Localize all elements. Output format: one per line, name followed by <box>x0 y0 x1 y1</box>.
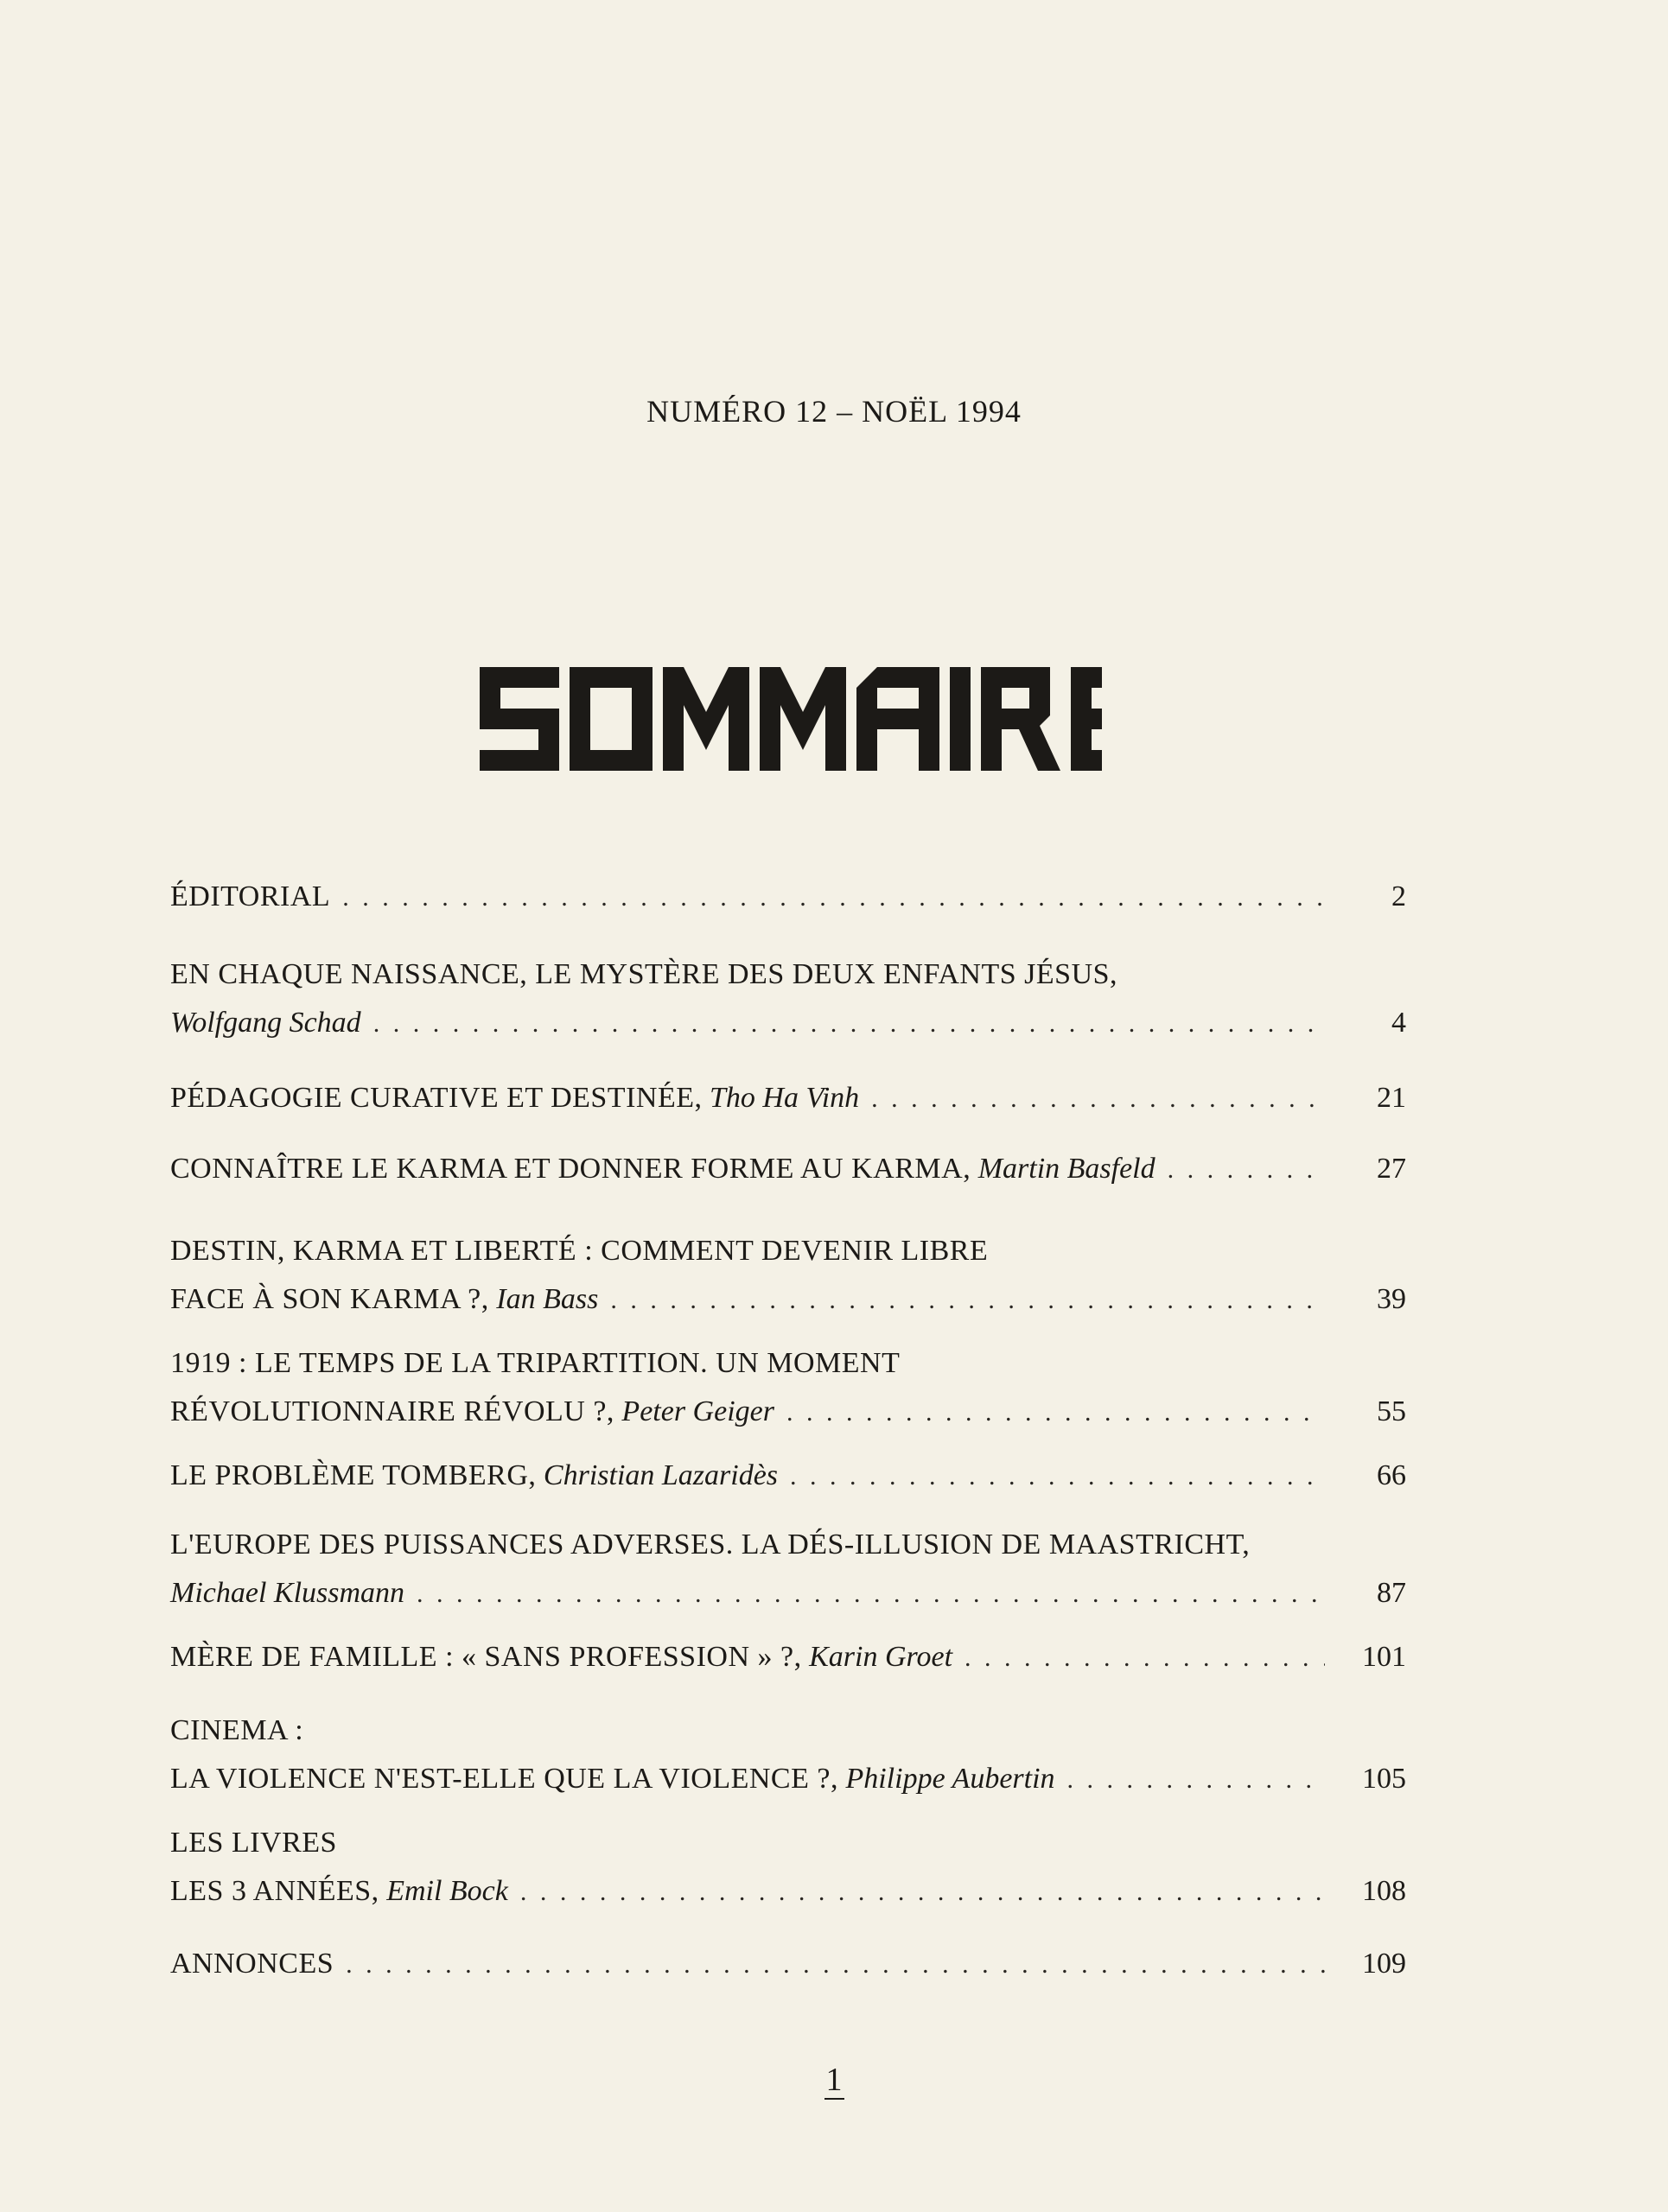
toc-line <box>170 1339 1406 1388</box>
dot-leader <box>342 874 1325 922</box>
dot-leader <box>790 1452 1325 1501</box>
toc-title: CINEMA : <box>170 1714 304 1746</box>
toc-page-number: 101 <box>1362 1641 1406 1673</box>
toc-page-number: 55 <box>1377 1395 1406 1427</box>
toc-entry[interactable] <box>170 1339 1406 1436</box>
toc-entry[interactable] <box>170 1707 1406 1803</box>
toc-page-number: 87 <box>1377 1577 1406 1609</box>
toc-line <box>170 1074 1406 1122</box>
toc-page-number: 2 <box>1391 880 1406 912</box>
toc-line <box>170 1275 1406 1324</box>
dot-leader <box>786 1389 1325 1437</box>
toc-line <box>170 1707 1406 1755</box>
dot-leader <box>520 1868 1325 1916</box>
toc-page-number: 105 <box>1362 1763 1406 1795</box>
sommaire-wordmark <box>480 667 1102 771</box>
toc-entry[interactable] <box>170 1521 1406 1618</box>
toc-line <box>170 999 1406 1047</box>
toc-page-number: 27 <box>1377 1153 1406 1185</box>
toc-entry[interactable] <box>170 950 1406 1047</box>
page-number: 1 <box>825 2062 843 2098</box>
dot-leader <box>610 1276 1325 1325</box>
toc-author: Michael Klussmann <box>170 1577 405 1609</box>
toc-author: Tho Ha Vinh <box>709 1082 860 1114</box>
toc-title: PÉDAGOGIE CURATIVE ET DESTINÉE, <box>170 1082 703 1114</box>
toc-author: Philippe Aubertin <box>845 1763 1055 1795</box>
dot-leader <box>871 1075 1325 1123</box>
toc-entry[interactable] <box>170 1940 1406 1988</box>
toc-page-number: 66 <box>1377 1459 1406 1491</box>
toc-author: Karin Groet <box>809 1641 953 1673</box>
dot-leader <box>1168 1146 1325 1194</box>
toc-line <box>170 1633 1406 1681</box>
dot-leader <box>417 1570 1325 1618</box>
toc-entry[interactable] <box>170 1633 1406 1681</box>
toc-author: Christian Lazaridès <box>543 1459 779 1491</box>
toc-line <box>170 1145 1406 1193</box>
toc-page-number: 108 <box>1362 1875 1406 1907</box>
toc-line <box>170 1569 1406 1618</box>
toc-line <box>170 1521 1406 1569</box>
toc-author: Emil Bock <box>386 1875 508 1907</box>
toc-title: FACE À SON KARMA ?, <box>170 1283 489 1315</box>
toc-author: Ian Bass <box>496 1283 599 1315</box>
toc-line <box>170 1940 1406 1988</box>
toc-author: Wolfgang Schad <box>170 1007 361 1039</box>
toc-line <box>170 1755 1406 1803</box>
toc-line <box>170 1452 1406 1500</box>
dot-leader <box>373 1000 1325 1048</box>
toc-line <box>170 873 1406 921</box>
issue-line: NUMÉRO 12 – NOËL 1994 <box>646 394 1022 429</box>
toc-author: Peter Geiger <box>621 1395 774 1427</box>
toc-line <box>170 1819 1406 1867</box>
toc-title: LE PROBLÈME TOMBERG, <box>170 1459 537 1491</box>
toc-entry[interactable] <box>170 1074 1406 1122</box>
toc-title: RÉVOLUTIONNAIRE RÉVOLU ?, <box>170 1395 614 1427</box>
toc-entry[interactable] <box>170 1819 1406 1916</box>
toc-page-number: 109 <box>1362 1948 1406 1980</box>
toc-page-number: 21 <box>1377 1082 1406 1114</box>
toc-author: Martin Basfeld <box>977 1153 1156 1185</box>
dot-leader <box>346 1941 1325 1989</box>
toc-line <box>170 1867 1406 1916</box>
dot-leader <box>1067 1756 1325 1804</box>
toc-title: LES 3 ANNÉES, <box>170 1875 379 1907</box>
toc-title: L'EUROPE DES PUISSANCES ADVERSES. LA DÉS-ILLUSION DE MAASTRICHT, <box>170 1529 1251 1560</box>
toc-title: MÈRE DE FAMILLE : « SANS PROFESSION » ?, <box>170 1641 802 1673</box>
toc-title: 1919 : LE TEMPS DE LA TRIPARTITION. UN MOMENT <box>170 1347 901 1379</box>
toc-page-number: 4 <box>1391 1007 1406 1039</box>
toc-entry[interactable] <box>170 1452 1406 1500</box>
toc-line <box>170 950 1406 999</box>
toc-line <box>170 1227 1406 1275</box>
toc-title: DESTIN, KARMA ET LIBERTÉ : COMMENT DEVENIR LIBRE <box>170 1235 989 1267</box>
toc-title: LES LIVRES <box>170 1827 337 1859</box>
toc-title: ANNONCES <box>170 1948 334 1980</box>
toc-title: LA VIOLENCE N'EST-ELLE QUE LA VIOLENCE ?, <box>170 1763 838 1795</box>
toc-page-number: 39 <box>1377 1283 1406 1315</box>
toc-title: CONNAÎTRE LE KARMA ET DONNER FORME AU KARMA, <box>170 1153 971 1185</box>
toc-entry[interactable] <box>170 1227 1406 1324</box>
dot-leader <box>965 1634 1325 1682</box>
toc-entry[interactable] <box>170 1145 1406 1193</box>
toc-title: ÉDITORIAL <box>170 880 331 912</box>
toc-entry[interactable] <box>170 873 1406 921</box>
toc-line <box>170 1388 1406 1436</box>
toc-title: EN CHAQUE NAISSANCE, LE MYSTÈRE DES DEUX ENFANTS JÉSUS, <box>170 958 1118 990</box>
sommaire-logo <box>480 667 1102 771</box>
